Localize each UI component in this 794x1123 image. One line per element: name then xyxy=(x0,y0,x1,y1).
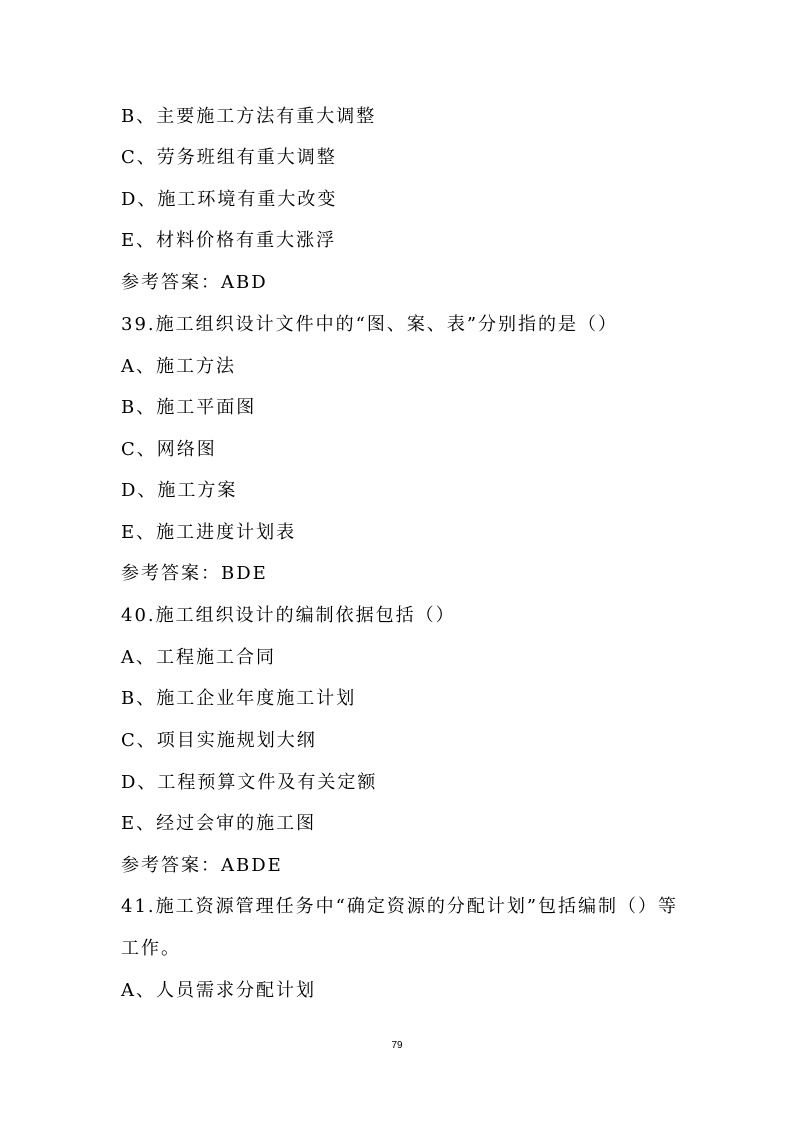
question-39-option-c: C、网络图 xyxy=(121,439,217,460)
question-40-option-a: A、工程施工合同 xyxy=(121,647,276,668)
question-39-option-b: B、施工平面图 xyxy=(121,397,257,418)
question-39-option-d: D、施工方案 xyxy=(121,480,238,501)
option-e-material-price: E、材料价格有重大涨浮 xyxy=(121,230,337,251)
question-39: 39.施工组织设计文件中的“图、案、表”分别指的是（） xyxy=(121,314,619,335)
question-39-option-e: E、施工进度计划表 xyxy=(121,522,297,543)
question-40: 40.施工组织设计的编制依据包括（） xyxy=(121,605,456,626)
question-40-option-c: C、项目实施规划大纲 xyxy=(121,730,317,751)
question-40-option-b: B、施工企业年度施工计划 xyxy=(121,688,357,709)
question-40-option-d: D、工程预算文件及有关定额 xyxy=(121,772,378,793)
answer-38: 参考答案：ABD xyxy=(121,272,268,293)
question-41-continuation: 工作。 xyxy=(121,938,181,959)
option-b-main-method: B、主要施工方法有重大调整 xyxy=(121,106,377,127)
question-41: 41.施工资源管理任务中“确定资源的分配计划”包括编制（）等 xyxy=(121,896,679,917)
option-c-labor-team: C、劳务班组有重大调整 xyxy=(121,147,337,168)
question-41-option-a: A、人员需求分配计划 xyxy=(121,980,316,1001)
answer-39: 参考答案：BDE xyxy=(121,563,268,584)
question-40-option-e: E、经过会审的施工图 xyxy=(121,813,317,834)
page-number: 79 xyxy=(391,1040,403,1051)
question-39-option-a: A、施工方法 xyxy=(121,356,236,377)
option-d-environment: D、施工环境有重大改变 xyxy=(121,189,338,210)
answer-40: 参考答案：ABDE xyxy=(121,855,283,876)
